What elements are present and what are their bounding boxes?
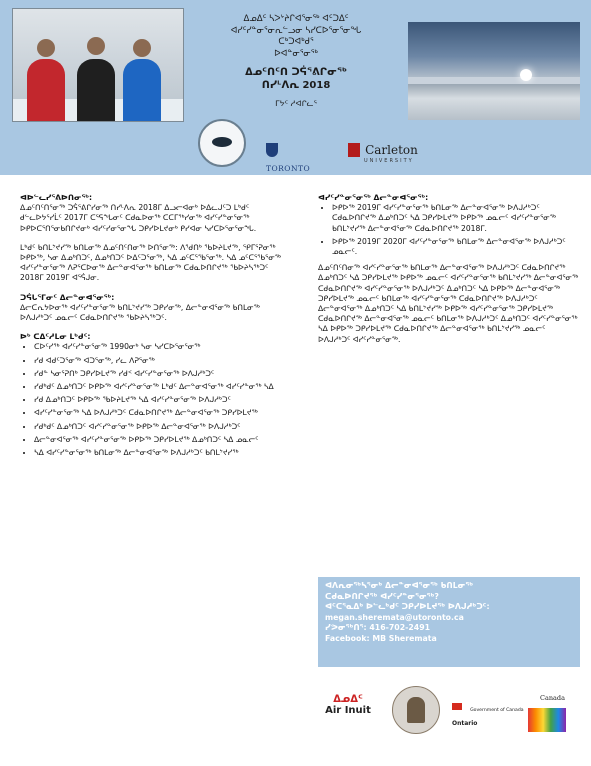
list-item: • ᓯᑯᓐ ᓴᓂᕐᕈᑎᒃ ᑐᑭᓯᐅᒪᔪᖅ ᓯᑯᑉ ᐊᓯᑦᓯᓐᓂᕐᓂᖅ ᐅᐱᒍᓱᒃᑐᑦ xyxy=(34,369,292,379)
second-paragraph: ᒪᒃᑯᑦ ᑲᑎᒪᔾᔪᓯᖅ ᑲᑎᒪᓂᖅ ᐃᓄᑦᑎᑦᑎᓂᖅ ᐅᑎᕐᓂᖅ: ᐱᖁᑎᒃ ᖃᐅᔨᒪᔪᖅ, ᕿᒥᕐᕈᓂᖅ ᐅᑭᐅᖅ, ᓴᓂ ᐃᓄᒃᑎᑐᑦ, ᐃᓄᒃᑎᑐᑦ ᐅᐃᑦᑐᕐᓂᖅ, ᓴᐃ ᓄᑦᑕᕐᖃᕐᓂᖅ. ᓴᐃ ᓄᑦᑕᕐᖃᕐᓂᖅ ᐊᓯᑦᓯᓐᓂᕐᓂᖅ ᐱᕈᕐᑕᐅᓂᖅ ᐃᓕᓐᓂᐊᕐᓂᖅ ᑲᑎᒪᓂᖅ ᑕᑯᓇᐅᑎᒋᔪᖅ ᖃᐅᔨᓴᖅᑐᑦ 2018ᒥ 2019ᒥ ᐊᕐᕌᒍᓂ. xyxy=(20,242,282,283)
contact-box xyxy=(318,577,580,667)
logo-row xyxy=(198,115,578,171)
person-figure xyxy=(27,59,65,121)
moonrise-photo xyxy=(408,22,580,120)
list-item: • ᐅᑭᐅᖅ 2019ᒥ 2020ᒥ ᐊᓯᑦᓯᓐᓂᕐᓂᖅ ᑲᑎᒪᓂᖅ ᐃᓕᓐᓂᐊᕐᓂᖅ ᐅᐱᒍᓱᒃᑐᑦ ᓄᓇᓕᑦ. xyxy=(332,237,580,257)
canada-flag-icon xyxy=(452,703,462,710)
left-column xyxy=(20,193,292,464)
government-logo xyxy=(452,696,524,715)
list-item: • ᓯᑯ ᐊᑯᑦᑐᕐᓂᖅ ᐊᑐᕐᓂᖅ, ᓯᓚ ᐱᕈᕐᓂᖅ xyxy=(34,356,292,366)
air-inuit-name: Air Inuit xyxy=(325,705,371,716)
sponsor-logos xyxy=(318,678,580,758)
uoft-name: TORONTO xyxy=(266,164,311,173)
contact-question: ᐊᑦᑕᕐᓇᐃᒃ ᐅᓪᓚᒃᑯᑦ ᑐᑭᓯᐅᒪᔪᖅ ᐅᐱᒍᓱᒃᑐᑦ: xyxy=(325,602,490,611)
event-title: ᐃᓄᑦᑎᑦᑎ ᑐᕌᕐᕕᒋᓂᖅ xyxy=(245,67,347,78)
next-steps-heading: ᐊᓯᑦᓯᓐᓂᕐᓂᖅ ᐃᓕᓐᓂᐊᕐᓂᖅ: xyxy=(318,193,429,202)
uoft-crest-icon xyxy=(266,143,278,157)
event-date: ᑎᓯᒻᐱᕆ 2018 xyxy=(261,80,331,91)
person-head xyxy=(87,37,105,55)
goal-paragraph: ᐃᓕᑕᕆᔭᐅᓂᖅ ᐊᓯᑦᓯᓐᓂᕐᓂᖅ ᑲᑎᒪᔾᔪᓯᖅ ᑐᑭᓯᓂᖅ, ᐃᓕᓐᓂᐊᕐᓂᖅ ᑲᑎᒪᓂᖅ ᐅᐱᒍᓱᒃᑐᑦ ᓄᓇᓕᑦ ᑕᑯᓇᐅᑎᒋᔪᖅ ᖃᐅᔨᓴᖅᑐᑦ. xyxy=(20,302,260,323)
list-item: • ᓯᑯᒃᑯᑦ ᐃᓄᒃᑎᑐᑦ ᐅᑭᐅᖅ ᐊᓯᑦᓯᓐᓂᕐᓂᖅ ᒪᒃᑯᑦ ᐃᓕᓐᓂᐊᕐᓂᖅ ᐊᓯᑦᓯᓐᓂᖅ ᓴᐃ xyxy=(34,382,292,392)
arctic-eider-society-logo xyxy=(198,119,246,167)
list-item: • ᑕᐅᑦᓯᖅ ᐊᓯᑦᓯᓐᓂᕐᓂᖅ 1990ᓂᒃ ᓴᓂ ᓴᓯᑕᐅᕐᓂᕐᓂᖅ xyxy=(34,342,292,352)
contact-phone: ᓯᕗᓂᖅᑎᕐ: 416-702-2491 xyxy=(325,623,431,632)
elders-group-photo xyxy=(12,8,184,122)
goal-heading: ᑐᕌᒐᕐᒥᓂᑦ ᐃᓕᓐᓂᐊᕐᓂᖅ: xyxy=(20,292,115,302)
rainbow-logo xyxy=(528,708,566,732)
government-text: Government of Canada xyxy=(470,708,524,713)
contact-question: ᑕᑯᓇᐅᑎᒋᔪᖅ ᐊᓯᑦᓯᓐᓂᕐᓂᖅ? xyxy=(325,591,439,601)
moon-icon xyxy=(520,69,532,81)
list-heading: ᐅᒃ ᑕᐃᑦᓱᒪᓂ ᒪᒃᑯᑦ: xyxy=(20,332,91,342)
carleton-crest-icon xyxy=(348,143,360,157)
topic-list xyxy=(20,342,292,458)
header-title xyxy=(190,14,402,110)
title-line: ᐃᓄᐃᑦ ᓴᐳᔾᔨᒋᐊᕐᓂᖅ ᐊᑦᑐᐃᑦ xyxy=(243,14,349,24)
list-item: • ᓴᐃ ᐊᓯᑦᓯᓐᓂᕐᓂᖅ ᑲᑎᒪᓂᖅ ᐃᓕᓐᓂᐊᕐᓂᖅ ᐅᐱᒍᓱᒃᑐᑦ ᑲᑎᒪᔾᔪᓯᖅ xyxy=(34,448,292,458)
contact-facebook[interactable]: Facebook: MB Sheremata xyxy=(325,633,437,643)
ontario-logo: Ontario xyxy=(452,720,478,727)
air-inuit-logo xyxy=(318,694,378,716)
contact-question: ᐊᐱᕆᓂᖅᓴᕐᓂᒃ ᐃᓕᓐᓂᐊᕐᓂᖅ ᑲᑎᒪᓂᖅ xyxy=(325,581,474,590)
air-inuit-syllabics: ᐃᓄᐃᑦ xyxy=(333,694,363,705)
person-figure xyxy=(77,59,115,121)
list-item: • ᐃᓕᓐᓂᐊᕐᓂᖅ ᐊᓯᑦᓯᓐᓂᕐᓂᖅ ᐅᑭᐅᖅ ᑐᑭᓯᐅᒪᔪᖅ ᐃᓄᒃᑎᑐᑦ ᓴᐃ ᓄᓇᓕᑦ xyxy=(34,435,292,445)
header-banner xyxy=(0,0,591,175)
carleton-sub: UNIVERSITY xyxy=(364,158,414,164)
title-line: ᑕᒃᑐᐊᒃᑯᕐ xyxy=(278,37,314,47)
next-steps-list xyxy=(318,203,580,257)
contact-email-link[interactable]: megan.sheremata@utoronto.ca xyxy=(325,612,464,622)
uoft-logo xyxy=(266,139,326,177)
intro-paragraph: ᐃᓄᑦᑎᑦᑎᕐᓂᖅ ᑐᕌᕐᕕᒋᓯᓂᖅ ᑎᓯᒻᐱᕆ 2018ᒥ ᐃᓗᓕᐊᓂᒃ ᐅᐃᓚᒍᑦᑐ ᒪᒃᑯᑦ ᑯᓪᓚᐅᔭᕐᓯᒫᑦ 2017ᒥ ᑕᕐᕋᖓᓂᑦ ᑕᑯᓇᐅᓂᖅ ᑕᑕᒥᖅᓯᓂᖅ ᐊᓯᑦᓯᓐᓂᕐᓂᖅ ᐅᑭᐅᑕᕐᑎᕐᓂᑲᑎᒋᔪᓂᒃ ᐊᓯᑦᓯᓂᕐᓂᖓ ᑐᑭᓯᐅᒪᔪᓂᒃ ᑭᓯᐊᓂ ᓴᓯᑕᐅᕐᓂᕐᓂᖓ. xyxy=(20,203,257,233)
right-paragraph: ᐃᓄᑦᑎᑦᑎᓂᖅ ᐊᓯᑦᓯᓐᓂᕐᓂᖅ ᑲᑎᒪᓂᖅ ᐃᓕᓐᓂᐊᕐᓂᖅ ᐅᐱᒍᓱᒃᑐᑦ ᑕᑯᓇᐅᑎᒋᔪᖅ ᐃᓄᒃᑎᑐᑦ ᓴᐃ ᑐᑭᓯᐅᒪᔪᖅ ᐅᑭᐅᖅ ᓄᓇᓕᑦ ᐊᓯᑦᓯᓐᓂᕐᓂᖅ ᑲᑎᒪᔾᔪᓯᖅ ᐃᓕᓐᓂᐊᕐᓂᖅ ᑕᑯᓇᐅᑎᒋᔪᖅ ᐊᓯᑦᓯᓐᓂᕐᓂᖅ ᐅᐱᒍᓱᒃᑐᑦ ᐃᓄᒃᑎᑐᑦ ᓴᐃ ᐅᑭᐅᖅ ᐃᓕᓐᓂᐊᕐᓂᖅ ᑐᑭᓯᐅᒪᔪᖅ ᓄᓇᓕᑦ ᑲᑎᒪᓂᖅ ᐊᓯᑦᓯᓐᓂᕐᓂᖅ ᑕᑯᓇᐅᑎᒋᔪᖅ ᐅᐱᒍᓱᒃᑐᑦ ᐃᓕᓐᓂᐊᕐᓂᖅ ᐃᓄᒃᑎᑐᑦ ᓴᐃ ᑲᑎᒪᔾᔪᓯᖅ ᐅᑭᐅᖅ ᐊᓯᑦᓯᓐᓂᕐᓂᖅ ᑐᑭᓯᐅᒪᔪᖅ ᑕᑯᓇᐅᑎᒋᔪᖅ ᐃᓕᓐᓂᐊᕐᓂᖅ ᓄᓇᓕᑦ ᑲᑎᒪᓂᖅ ᐅᐱᒍᓱᒃᑐᑦ ᐃᓄᒃᑎᑐᑦ ᐊᓯᑦᓯᓐᓂᕐᓂᖅ ᓴᐃ ᐅᑭᐅᖅ ᑐᑭᓯᐅᒪᔪᖅ ᑕᑯᓇᐅᑎᒋᔪᖅ ᐃᓕᓐᓂᐊᕐᓂᖅ ᑲᑎᒪᔾᔪᓯᖅ ᓄᓇᓕᑦ ᐅᐱᒍᓱᒃᑐᑦ ᐊᓯᑦᓯᓐᓂᕐᓂᖅ. xyxy=(318,263,579,344)
carleton-logo xyxy=(348,139,418,164)
event-subtitle: ᒥᔭᑦ ᓱᐊᒋᓚᕐ xyxy=(275,99,317,108)
title-line: ᐊᓯᑦᓯᓐᓂᕐᓂᕆᓪᓗᓂ ᓴᓯᑕᐅᕐᓂᕐᓂᖓ xyxy=(230,25,362,36)
carleton-name: Carleton xyxy=(365,142,418,157)
list-item: • ᓯᑯᒃᑯᑦ ᐃᓄᒃᑎᑐᑦ ᐊᓯᑦᓯᓐᓂᕐᓂᖅ ᐅᑭᐅᖅ ᐃᓕᓐᓂᐊᕐᓂᖅ ᐅᐱᒍᓱᒃᑐᑦ xyxy=(34,422,292,432)
canada-wordmark: Canada xyxy=(540,694,565,702)
person-figure xyxy=(123,59,161,121)
intro-heading: ᐊᐅᓪᓚᓯᕐᕕᐅᑎᓂᖅ: xyxy=(20,193,93,202)
list-item: • ᓯᑯ ᐃᓄᒃᑎᑐᑦ ᐅᑭᐅᖅ ᖃᐅᔨᒪᔪᖅ ᓴᐃ ᐊᓯᑦᓯᓐᓂᕐᓂᖅ ᐅᐱᒍᓱᒃᑐᑦ xyxy=(34,395,292,405)
right-column xyxy=(318,193,580,354)
person-head xyxy=(37,39,55,57)
person-head xyxy=(133,39,151,57)
community-logo xyxy=(392,686,440,734)
list-item: • ᐅᑭᐅᖅ 2019ᒥ ᐊᓯᑦᓯᓐᓂᕐᓂᖅ ᑲᑎᒪᓂᖅ ᐃᓕᓐᓂᐊᕐᓂᖅ ᐅᐱᒍᓱᒃᑐᑦ ᑕᑯᓇᐅᑎᒋᔪᖅ ᐃᓄᒃᑎᑐᑦ ᓴᐃ ᑐᑭᓯᐅᒪᔪᖅ ᐅᑭᐅᖅ ᓄᓇᓕᑦ ᐊᓯᑦᓯᓐᓂᕐᓂᖅ ᑲᑎᒪᔾᔪᓯᖅ ᐃᓕᓐᓂᐊᕐᓂᖅ ᑕᑯᓇᐅᑎᒋᔪᖅ 2018ᒥ. xyxy=(332,203,580,234)
list-item: • ᐊᓯᑦᓯᓐᓂᕐᓂᖅ ᓴᐃ ᐅᐱᒍᓱᒃᑐᑦ ᑕᑯᓇᐅᑎᒋᔪᖅ ᐃᓕᓐᓂᐊᕐᓂᖅ ᑐᑭᓯᐅᒪᔪᖅ xyxy=(34,408,292,418)
title-line: ᐅᐊᓐᓂᕐᓂᖅ xyxy=(274,48,318,59)
